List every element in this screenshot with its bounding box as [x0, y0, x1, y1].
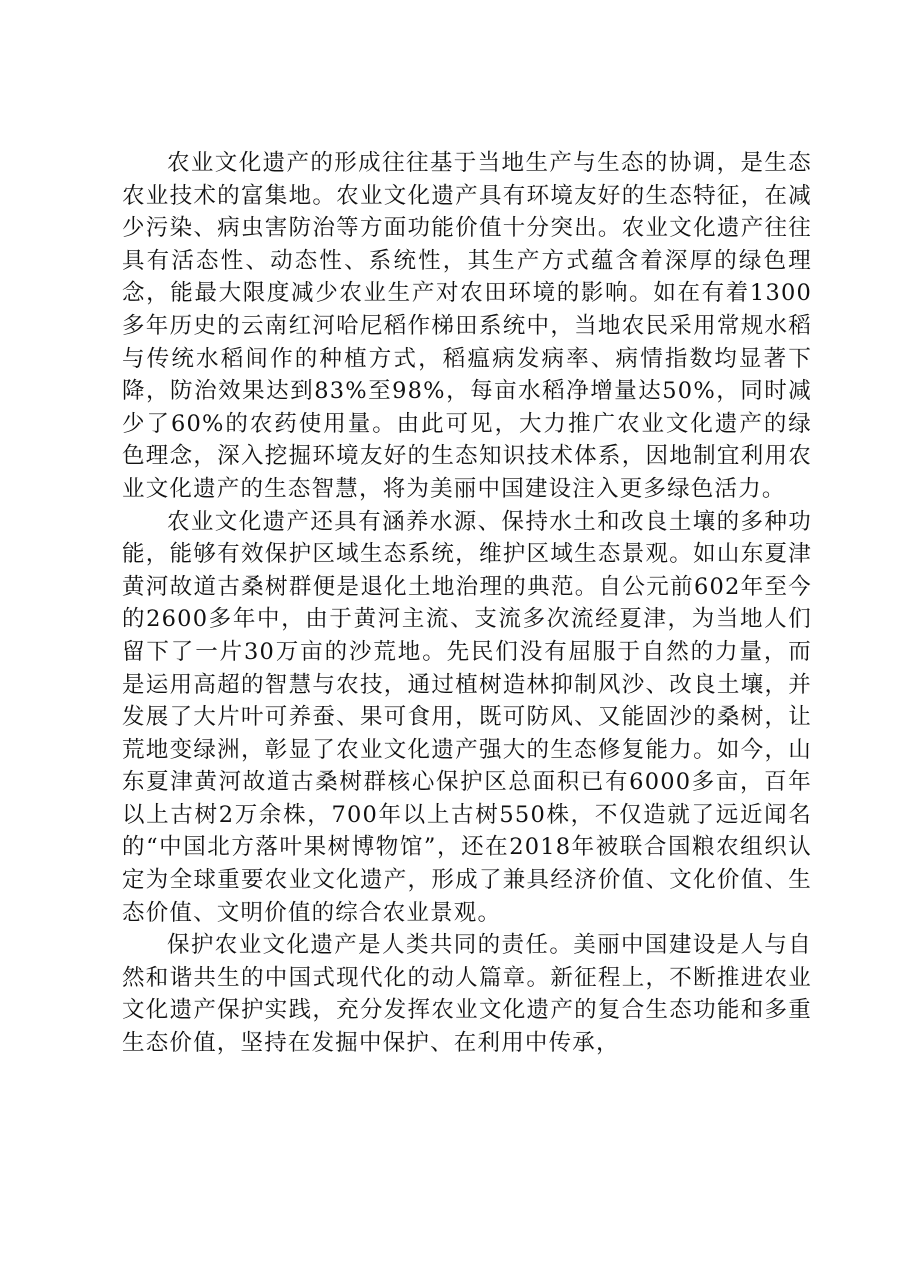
document-body [122, 147, 812, 1060]
paragraph-soil-and-water-conservation: 农业文化遗产还具有涵养水源、保持水土和改良土壤的多种功能，能够有效保护区域生态系统，维护区域生态景观。如山东夏津黄河故道古桑树群便是退化土地治理的典范。自公元前602年至今的2600多年中，由于黄河主流、支流多次流经夏津，为当地人们留下了一片30万亩的沙荒地。先民们没有屈服于自然的力量，而是运用高超的智慧与农技，通过植树造林抑制风沙、改良土壤，并发展了大片叶可养蚕、果可食用，既可防风、又能固沙的桑树，让荒地变绿洲，彰显了农业文化遗产强大的生态修复能力。如今，山东夏津黄河故道古桑树群核心保护区总面积已有6000多亩，百年以上古树2万余株，700年以上古树550株，不仅造就了远近闻名的“中国北方落叶果树博物馆”，还在2018年被联合国粮农组织认定为全球重要农业文化遗产，形成了兼具经济价值、文化价值、生态价值、文明价值的综合农业景观。 [122, 508, 812, 926]
paragraph-shared-responsibility: 保护农业文化遗产是人类共同的责任。美丽中国建设是人与自然和谐共生的中国式现代化的动人篇章。新征程上，不断推进农业文化遗产保护实践，充分发挥农业文化遗产的复合生态功能和多重生态价值，坚持在发掘中保护、在利用中传承， [122, 932, 812, 1057]
paragraph-ecological-technology: 农业文化遗产的形成往往基于当地生产与生态的协调，是生态农业技术的富集地。农业文化遗产具有环境友好的生态特征，在减少污染、病虫害防治等方面功能价值十分突出。农业文化遗产往往具有活态性、动态性、系统性，其生产方式蕴含着深厚的绿色理念，能最大限度减少农业生产对农田环境的影响。如在有着1300多年历史的云南红河哈尼稻作梯田系统中，当地农民采用常规水稻与传统水稻间作的种植方式，稻瘟病发病率、病情指数均显著下降，防治效果达到83%至98%，每亩水稻净增量达50%，同时减少了60%的农药使用量。由此可见，大力推广农业文化遗产的绿色理念，深入挖掘环境友好的生态知识技术体系，因地制宜利用农业文化遗产的生态智慧，将为美丽中国建设注入更多绿色活力。 [122, 150, 812, 502]
